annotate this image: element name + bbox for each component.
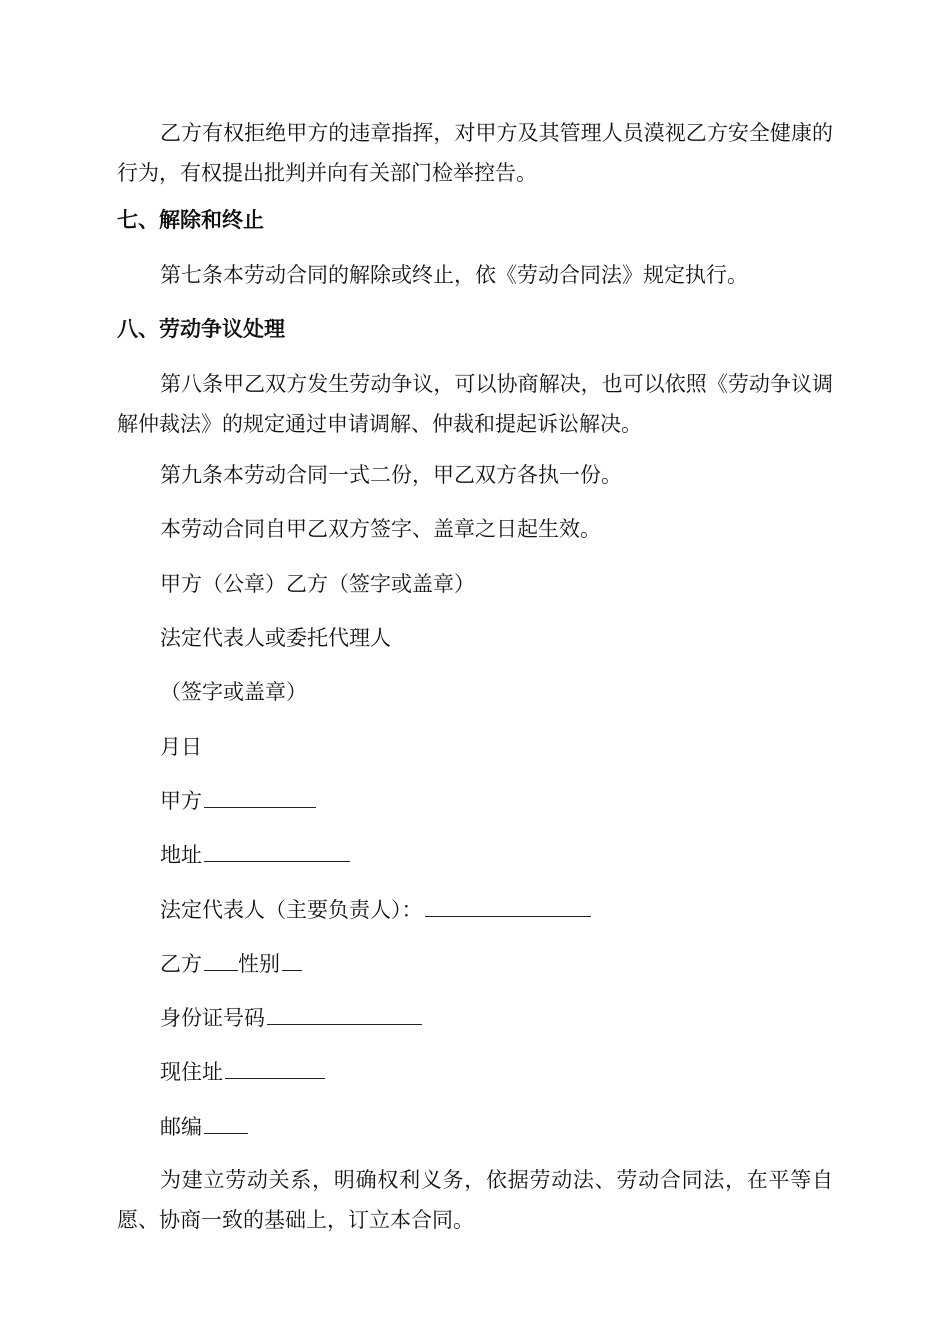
paragraph-article-8: 第八条甲乙双方发生劳动争议，可以协商解决，也可以依照《劳动争议调解仲裁法》的规定通过申请调解、仲裁和提起诉讼解决。 — [117, 372, 833, 436]
party-b-blank[interactable] — [204, 944, 238, 971]
field-address-label: 地址 — [160, 843, 202, 867]
field-postcode — [160, 1107, 248, 1147]
field-postcode-label: 邮编 — [160, 1115, 202, 1139]
heading-section-7: 七、解除和终止 — [117, 207, 264, 232]
legal-rep-blank[interactable] — [425, 890, 591, 917]
paragraph-refuse-orders: 乙方有权拒绝甲方的违章指挥，对甲方及其管理人员漠视乙方安全健康的行为，有权提出批判并向有关部门检举控告。 — [117, 121, 833, 185]
current-address-blank[interactable] — [225, 1052, 325, 1079]
field-gender-label: 性别 — [238, 952, 280, 976]
field-current-address — [160, 1052, 325, 1092]
field-id-number — [160, 998, 422, 1038]
field-party-b-label: 乙方 — [160, 952, 202, 976]
signature-line-parties: 甲方（公章）乙方（签字或盖章） — [160, 572, 475, 596]
heading-section-8: 八、劳动争议处理 — [117, 316, 285, 341]
field-party-b — [160, 944, 302, 984]
id-number-blank[interactable] — [267, 998, 422, 1025]
postcode-blank[interactable] — [204, 1107, 248, 1134]
date-line: 月日 — [160, 735, 202, 759]
field-address — [160, 835, 350, 875]
gender-blank[interactable] — [282, 944, 302, 971]
signature-line-representative: 法定代表人或委托代理人 — [160, 626, 391, 650]
field-id-number-label: 身份证号码 — [160, 1006, 265, 1030]
paragraph-article-7: 第七条本劳动合同的解除或终止，依《劳动合同法》规定执行。 — [160, 263, 748, 287]
signature-line-seal: （签字或盖章） — [160, 680, 307, 704]
field-current-address-label: 现住址 — [160, 1060, 223, 1084]
field-legal-rep-label: 法定代表人（主要负责人）： — [160, 898, 423, 922]
paragraph-effective: 本劳动合同自甲乙双方签字、盖章之日起生效。 — [160, 517, 601, 541]
address-blank[interactable] — [204, 835, 350, 862]
field-party-a — [160, 781, 316, 821]
party-a-blank[interactable] — [204, 781, 316, 808]
field-party-a-label: 甲方 — [160, 789, 202, 813]
paragraph-closing: 为建立劳动关系，明确权利义务，依据劳动法、劳动合同法，在平等自愿、协商一致的基础上，订立本合同。 — [117, 1168, 833, 1232]
field-legal-rep — [160, 890, 591, 930]
paragraph-article-9: 第九条本劳动合同一式二份，甲乙双方各执一份。 — [160, 463, 622, 487]
